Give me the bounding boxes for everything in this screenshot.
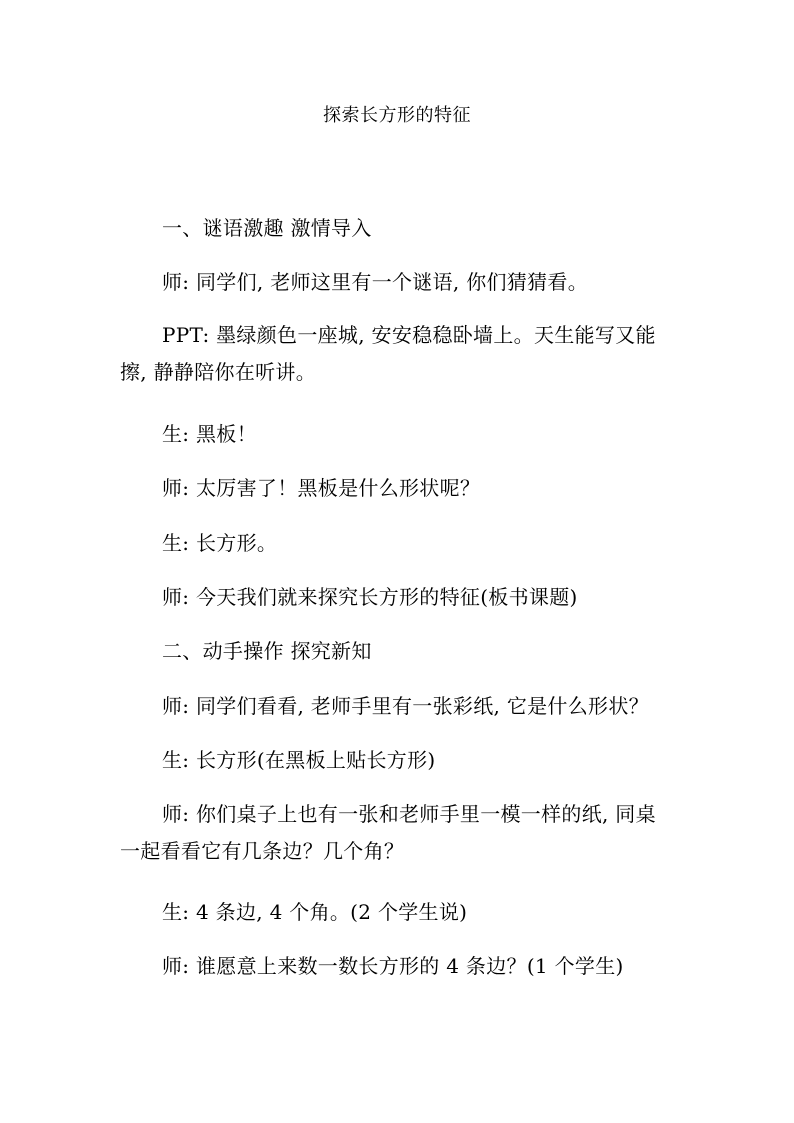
dialogue-line: 师: 太厉害了！黑板是什么形状呢？ (162, 476, 481, 500)
dialogue-line: 生: 长方形(在黑板上贴长方形) (162, 748, 436, 772)
dialogue-line: 生: 4 条边, 4 个角。(2 个学生说) (162, 900, 468, 924)
dialogue-line: 师: 今天我们就来探究长方形的特征(板书课题) (162, 585, 578, 609)
ppt-riddle: PPT: 墨绿颜色一座城, 安安稳稳卧墙上。天生能写又能擦, 静静陪你在听讲。 (120, 323, 656, 384)
dialogue-line: 师: 同学们看看, 老师手里有一张彩纸, 它是什么形状？ (162, 694, 649, 718)
section-heading-1: 一、谜语激趣 激情导入 (162, 216, 372, 240)
section-heading-2: 二、动手操作 探究新知 (162, 639, 372, 663)
dialogue-line: 师: 同学们, 老师这里有一个谜语, 你们猜猜看。 (162, 270, 589, 294)
dialogue-line: 师: 你们桌子上也有一张和老师手里一模一样的纸, 同桌一起看看它有几条边？几个角？ (120, 802, 656, 863)
dialogue-line: 生: 黑板！ (162, 422, 257, 446)
document-title: 探索长方形的特征 (323, 105, 471, 126)
dialogue-line: 师: 谁愿意上来数一数长方形的 4 条边？(1 个学生) (162, 954, 624, 978)
dialogue-line: 生: 长方形。 (162, 531, 278, 555)
